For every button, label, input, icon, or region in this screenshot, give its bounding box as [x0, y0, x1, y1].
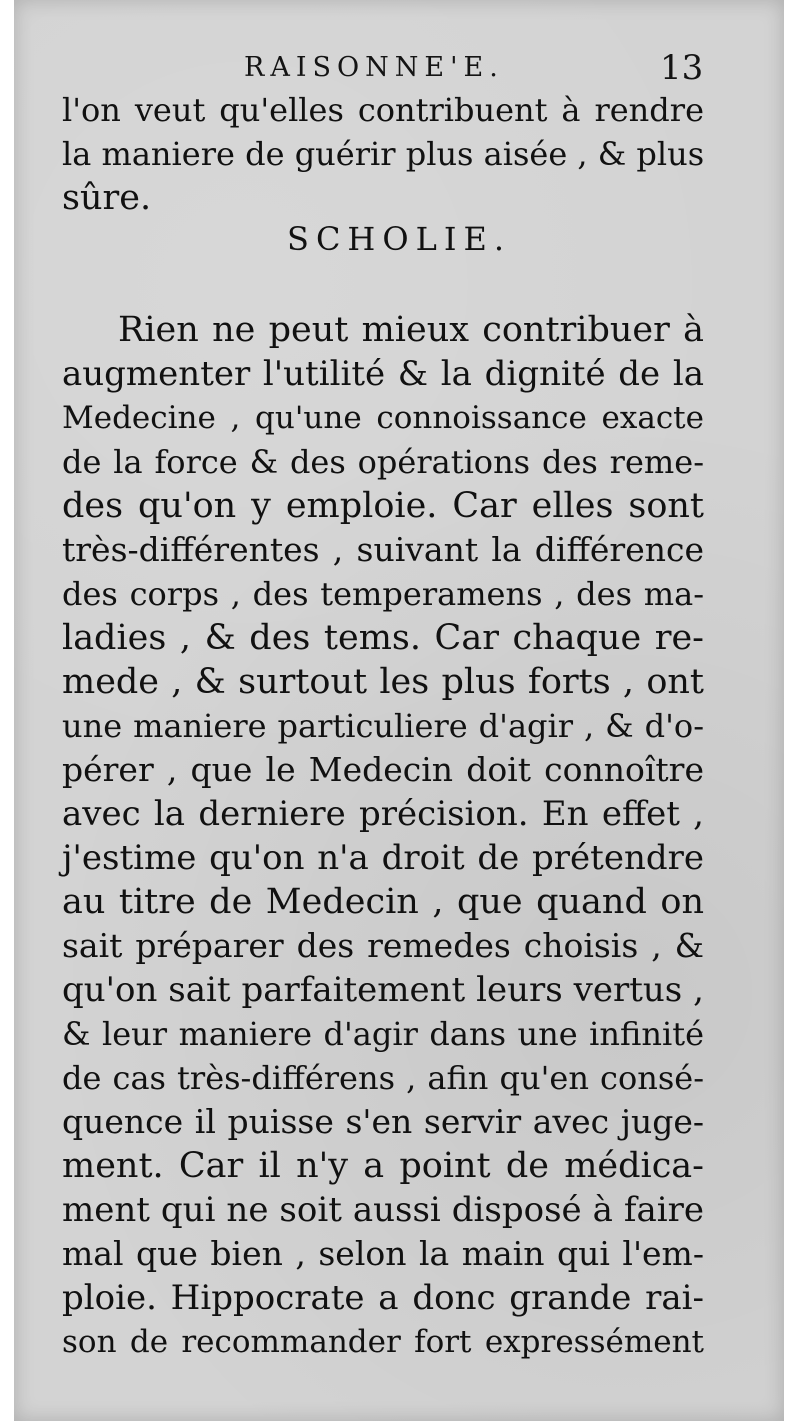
text-line: sûre. [62, 178, 152, 218]
paragraph-line: ploie. Hippocrate a donc grande rai- [62, 1278, 704, 1318]
paragraph-line: avec la derniere précision. En effet , [62, 794, 704, 834]
paragraph-line: Medecine , qu'une connoissance exacte [62, 400, 704, 436]
book-page [14, 0, 784, 1421]
paragraph-line: mede , & surtout les plus forts , ont [62, 662, 704, 702]
text-line: l'on veut qu'elles contribuent à rendre [62, 91, 704, 129]
paragraph-line: Rien ne peut mieux contribuer à [118, 310, 704, 350]
section-heading: SCHOLIE. [287, 220, 511, 258]
paragraph-line: j'estime qu'on n'a droit de prétendre [62, 838, 704, 878]
page-number: 13 [660, 48, 704, 88]
paragraph-line: de la force & des opérations des reme- [62, 443, 704, 481]
paragraph-line: au titre de Medecin , que quand on [62, 882, 704, 922]
paragraph-line: une maniere particuliere d'agir , & d'o- [62, 707, 704, 745]
paragraph-line: de cas très-différens , afin qu'en consé- [62, 1059, 704, 1097]
paragraph-line: sait préparer des remedes choisis , & [62, 926, 704, 965]
paragraph-line: ment. Car il n'y a point de médica- [62, 1146, 704, 1186]
paragraph-line: augmenter l'utilité & la dignité de la [62, 354, 704, 394]
paragraph-line: ladies , & des tems. Car chaque re- [62, 618, 704, 658]
paragraph-line: ment qui ne soit aussi disposé à faire [62, 1190, 704, 1230]
paragraph-line: mal que bien , selon la main qui l'em- [62, 1234, 704, 1273]
running-head: RAISONNE'E. [244, 52, 504, 83]
paragraph-line: & leur maniere d'agir dans une infinité [62, 1015, 704, 1053]
paragraph-line: son de recommander fort expressément [62, 1324, 704, 1360]
paragraph-line: des corps , des temperamens , des ma- [62, 575, 704, 613]
paragraph-line: qu'on sait parfaitement leurs vertus , [62, 970, 704, 1010]
paragraph-line: des qu'on y emploie. Car elles sont [62, 486, 704, 526]
paragraph-line: pérer , que le Medecin doit connoître [62, 750, 704, 789]
paragraph-line: quence il puisse s'en servir avec juge- [62, 1102, 704, 1141]
paragraph-line: très-différentes , suivant la différence [62, 530, 704, 569]
text-line: la maniere de guérir plus aisée , & plus [62, 135, 705, 173]
